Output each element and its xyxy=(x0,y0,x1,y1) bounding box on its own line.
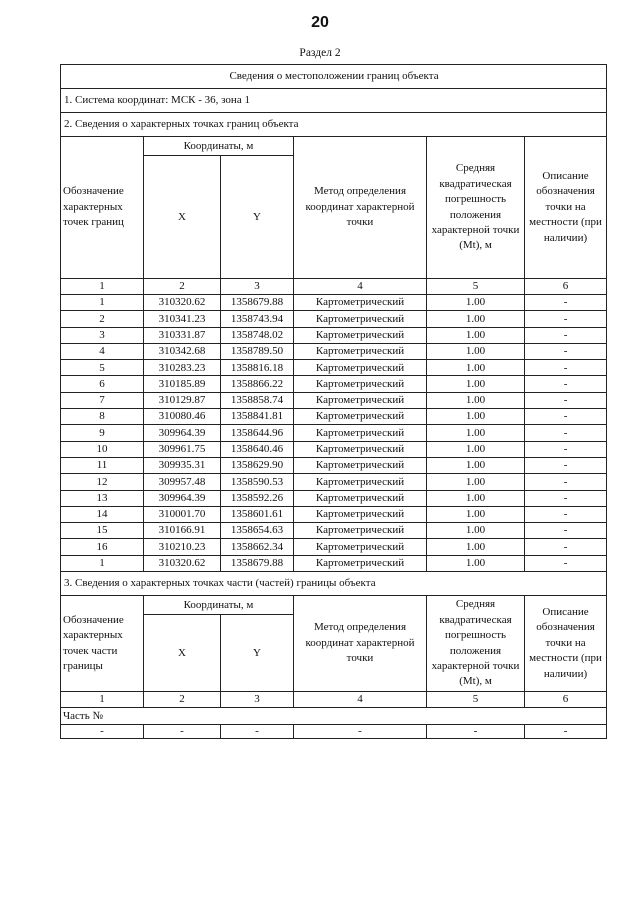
header-y: Y xyxy=(221,615,294,692)
cell-desc: - xyxy=(525,360,607,376)
section2-title: 3. Сведения о характерных точках части (частей) границы объекта xyxy=(61,572,607,596)
col-number: 6 xyxy=(525,279,607,295)
cell-desc: - xyxy=(525,457,607,473)
cell-n: 6 xyxy=(61,376,144,392)
cell-method: Картометрический xyxy=(294,457,427,473)
cell-y: 1358654.63 xyxy=(221,523,294,539)
cell-desc: - xyxy=(525,474,607,490)
cell-mt: 1.00 xyxy=(427,506,525,522)
cell-desc: - xyxy=(525,327,607,343)
table-row xyxy=(61,457,607,473)
cell-n: 15 xyxy=(61,523,144,539)
col-number: 4 xyxy=(294,692,427,708)
cell-mt: 1.00 xyxy=(427,539,525,555)
cell-y: 1358743.94 xyxy=(221,311,294,327)
cell-n: 8 xyxy=(61,409,144,425)
cell-x: 310331.87 xyxy=(144,327,221,343)
cell-method: Картометрический xyxy=(294,523,427,539)
cell-x: 309964.39 xyxy=(144,490,221,506)
cell-x: 309964.39 xyxy=(144,425,221,441)
cell-method: Картометрический xyxy=(294,343,427,359)
table-row xyxy=(61,376,607,392)
cell-mt: 1.00 xyxy=(427,490,525,506)
cell-n: 2 xyxy=(61,311,144,327)
table-row xyxy=(61,474,607,490)
cell-y: 1358629.90 xyxy=(221,457,294,473)
part-cell: - xyxy=(294,725,427,739)
cell-desc: - xyxy=(525,555,607,571)
cell-desc: - xyxy=(525,425,607,441)
section-label: Раздел 2 xyxy=(299,47,341,59)
cell-y: 1358816.18 xyxy=(221,360,294,376)
table-row xyxy=(61,425,607,441)
cell-y: 1358858.74 xyxy=(221,392,294,408)
col-number: 4 xyxy=(294,279,427,295)
col-number: 3 xyxy=(221,692,294,708)
table-row xyxy=(61,392,607,408)
cell-y: 1358679.88 xyxy=(221,555,294,571)
col-number: 2 xyxy=(144,692,221,708)
table-row xyxy=(61,327,607,343)
cell-n: 4 xyxy=(61,343,144,359)
table-row xyxy=(61,539,607,555)
cell-method: Картометрический xyxy=(294,474,427,490)
cell-method: Картометрический xyxy=(294,295,427,311)
cell-mt: 1.00 xyxy=(427,474,525,490)
cell-mt: 1.00 xyxy=(427,555,525,571)
cell-desc: - xyxy=(525,409,607,425)
cell-x: 310320.62 xyxy=(144,295,221,311)
cell-mt: 1.00 xyxy=(427,327,525,343)
part-cell: - xyxy=(427,725,525,739)
cell-desc: - xyxy=(525,295,607,311)
cell-y: 1358748.02 xyxy=(221,327,294,343)
part-cell: - xyxy=(61,725,144,739)
coord-system: 1. Система координат: МСК - 36, зона 1 xyxy=(61,89,607,113)
column-numbers-row xyxy=(61,279,607,295)
cell-x: 310210.23 xyxy=(144,539,221,555)
cell-x: 310080.46 xyxy=(144,409,221,425)
cell-n: 5 xyxy=(61,360,144,376)
cell-mt: 1.00 xyxy=(427,441,525,457)
table-row xyxy=(61,311,607,327)
cell-y: 1358644.96 xyxy=(221,425,294,441)
cell-y: 1358592.26 xyxy=(221,490,294,506)
cell-desc: - xyxy=(525,490,607,506)
header-description: Описание обозначения точки на местности (при наличии) xyxy=(525,137,607,279)
table-row xyxy=(61,295,607,311)
cell-mt: 1.00 xyxy=(427,523,525,539)
cell-x: 309935.31 xyxy=(144,457,221,473)
cell-n: 10 xyxy=(61,441,144,457)
cell-x: 310166.91 xyxy=(144,523,221,539)
cell-mt: 1.00 xyxy=(427,457,525,473)
table-row xyxy=(61,409,607,425)
cell-method: Картометрический xyxy=(294,327,427,343)
table-row xyxy=(61,506,607,522)
col-number: 5 xyxy=(427,279,525,295)
header-x: X xyxy=(144,615,221,692)
part-cell: - xyxy=(221,725,294,739)
col-number: 5 xyxy=(427,692,525,708)
cell-method: Картометрический xyxy=(294,376,427,392)
cell-n: 16 xyxy=(61,539,144,555)
header-coordinates: Координаты, м xyxy=(144,596,294,615)
cell-n: 3 xyxy=(61,327,144,343)
part-cell: - xyxy=(144,725,221,739)
col-number: 2 xyxy=(144,279,221,295)
cell-method: Картометрический xyxy=(294,360,427,376)
part-label: Часть № xyxy=(61,708,607,725)
cell-y: 1358841.81 xyxy=(221,409,294,425)
cell-y: 1358866.22 xyxy=(221,376,294,392)
cell-x: 310342.68 xyxy=(144,343,221,359)
cell-n: 1 xyxy=(61,555,144,571)
cell-desc: - xyxy=(525,343,607,359)
cell-y: 1358590.53 xyxy=(221,474,294,490)
header-y: Y xyxy=(221,156,294,279)
table-row xyxy=(61,523,607,539)
cell-n: 1 xyxy=(61,295,144,311)
cell-method: Картометрический xyxy=(294,555,427,571)
cell-x: 310341.23 xyxy=(144,311,221,327)
column-numbers-row xyxy=(61,692,607,708)
page-number: 20 xyxy=(311,14,329,31)
cell-mt: 1.00 xyxy=(427,360,525,376)
col-number: 1 xyxy=(61,692,144,708)
cell-y: 1358789.50 xyxy=(221,343,294,359)
header-method: Метод определения координат характерной точки xyxy=(294,596,427,692)
cell-n: 12 xyxy=(61,474,144,490)
cell-desc: - xyxy=(525,506,607,522)
cell-x: 309961.75 xyxy=(144,441,221,457)
table-row xyxy=(61,343,607,359)
cell-n: 11 xyxy=(61,457,144,473)
cell-y: 1358679.88 xyxy=(221,295,294,311)
boundary-table xyxy=(60,64,607,739)
cell-method: Картометрический xyxy=(294,392,427,408)
header-coordinates: Координаты, м xyxy=(144,137,294,156)
cell-method: Картометрический xyxy=(294,539,427,555)
cell-mt: 1.00 xyxy=(427,311,525,327)
header-point-label: Обозначение характерных точек границ xyxy=(61,137,144,279)
part-row xyxy=(61,725,607,739)
cell-method: Картометрический xyxy=(294,441,427,457)
table-row xyxy=(61,360,607,376)
cell-n: 13 xyxy=(61,490,144,506)
cell-mt: 1.00 xyxy=(427,343,525,359)
table-title: Сведения о местоположении границ объекта xyxy=(61,65,607,89)
cell-mt: 1.00 xyxy=(427,409,525,425)
cell-desc: - xyxy=(525,311,607,327)
table-row xyxy=(61,441,607,457)
cell-y: 1358601.61 xyxy=(221,506,294,522)
cell-method: Картометрический xyxy=(294,311,427,327)
col-number: 1 xyxy=(61,279,144,295)
table-row xyxy=(61,555,607,571)
section1-title: 2. Сведения о характерных точках границ объекта xyxy=(61,113,607,137)
cell-method: Картометрический xyxy=(294,490,427,506)
cell-mt: 1.00 xyxy=(427,425,525,441)
cell-n: 9 xyxy=(61,425,144,441)
part-cell: - xyxy=(525,725,607,739)
cell-mt: 1.00 xyxy=(427,392,525,408)
header-error: Средняя квадратическая погрешность положения характерной точки (Mt), м xyxy=(427,137,525,279)
cell-desc: - xyxy=(525,392,607,408)
cell-x: 309957.48 xyxy=(144,474,221,490)
cell-n: 14 xyxy=(61,506,144,522)
header-error: Средняя квадратическая погрешность положения характерной точки (Mt), м xyxy=(427,596,525,692)
cell-mt: 1.00 xyxy=(427,295,525,311)
cell-mt: 1.00 xyxy=(427,376,525,392)
cell-method: Картометрический xyxy=(294,506,427,522)
cell-method: Картометрический xyxy=(294,409,427,425)
cell-y: 1358662.34 xyxy=(221,539,294,555)
cell-x: 310320.62 xyxy=(144,555,221,571)
cell-x: 310129.87 xyxy=(144,392,221,408)
cell-x: 310001.70 xyxy=(144,506,221,522)
cell-x: 310185.89 xyxy=(144,376,221,392)
cell-method: Картометрический xyxy=(294,425,427,441)
header-method: Метод определения координат характерной точки xyxy=(294,137,427,279)
col-number: 3 xyxy=(221,279,294,295)
cell-n: 7 xyxy=(61,392,144,408)
header-description: Описание обозначения точки на местности (при наличии) xyxy=(525,596,607,692)
cell-x: 310283.23 xyxy=(144,360,221,376)
cell-desc: - xyxy=(525,441,607,457)
col-number: 6 xyxy=(525,692,607,708)
header-point-label-part: Обозначение характерных точек части границы xyxy=(61,596,144,692)
cell-desc: - xyxy=(525,523,607,539)
cell-desc: - xyxy=(525,376,607,392)
cell-desc: - xyxy=(525,539,607,555)
cell-y: 1358640.46 xyxy=(221,441,294,457)
table-row xyxy=(61,490,607,506)
header-x: X xyxy=(144,156,221,279)
